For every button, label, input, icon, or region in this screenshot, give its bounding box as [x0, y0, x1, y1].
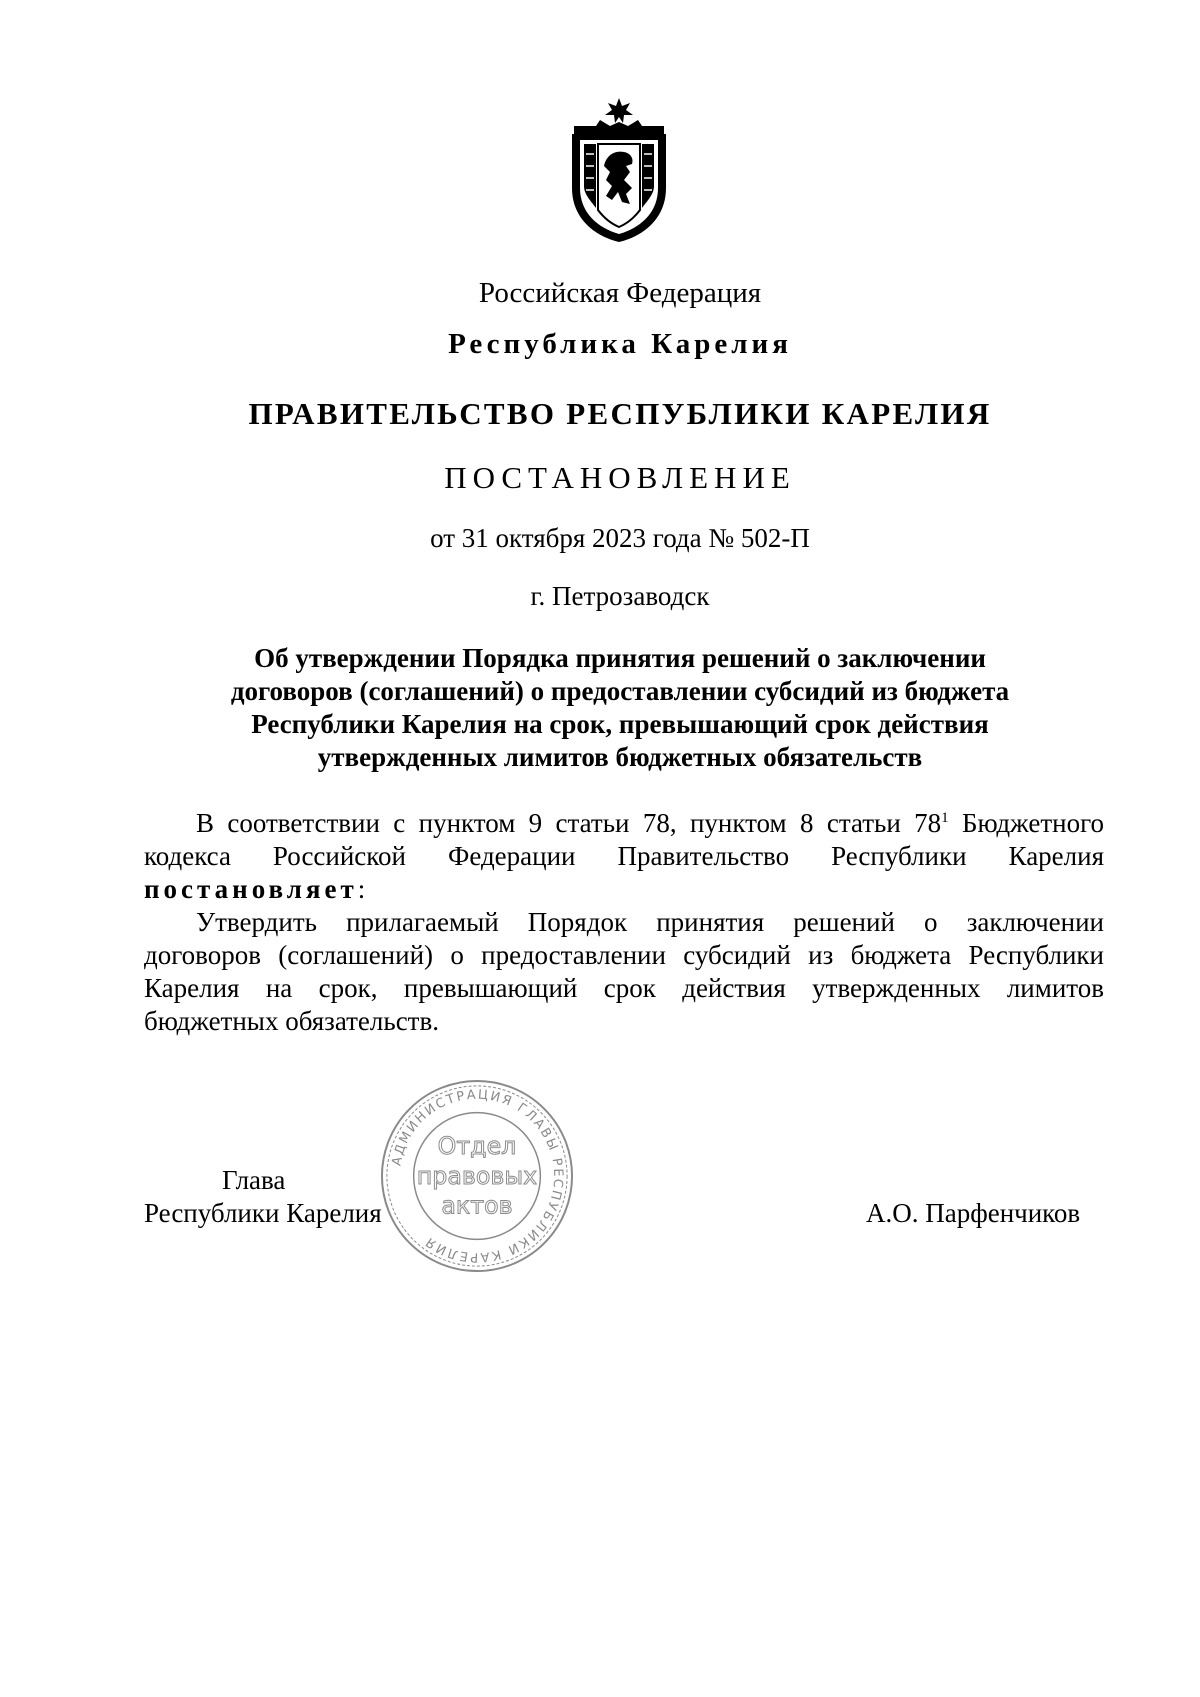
- signatory-title: Глава: [222, 1165, 286, 1195]
- paragraph-resolution: [144, 906, 1104, 1038]
- svg-text:правовых: правовых: [416, 1161, 538, 1190]
- country-name: Российская Федерация: [478, 277, 762, 309]
- svg-text:актов: актов: [441, 1191, 513, 1220]
- paragraph-line: Утвердить прилагаемый Порядок принятия решений о заключении: [196, 907, 1104, 937]
- svg-text:АДМИНИСТРАЦИЯ ГЛАВЫ РЕСПУБЛИКИ: АДМИНИСТРАЦИЯ ГЛАВЫ РЕСПУБЛИКИ КАРЕЛИЯ: [389, 1087, 566, 1265]
- title-line: Об утверждении Порядка принятия решений о заключении: [254, 643, 986, 673]
- document-title: [180, 642, 1060, 774]
- svg-text:Отдел: Отдел: [437, 1132, 517, 1161]
- paragraph-line: [144, 807, 1104, 840]
- paragraph-line: кодекса Российской Федерации Правительство Республики Карелия: [144, 841, 1104, 871]
- superscript-index: 1: [941, 810, 949, 826]
- paragraph-line: [144, 873, 1104, 906]
- title-line: договоров (соглашений) о предоставлении субсидий из бюджета: [230, 676, 1010, 706]
- paragraph-text: Бюджетного: [948, 808, 1104, 838]
- paragraph-line: бюджетных обязательств.: [144, 1006, 439, 1036]
- paragraph-preamble: [144, 807, 1104, 906]
- document-type: ПОСТАНОВЛЕНИЕ: [444, 460, 796, 495]
- paragraph-text: В соответствии с пунктом 9 статьи 78, пунктом 8 статьи 78: [196, 808, 942, 838]
- title-line: Республики Карелия на срок, превышающий срок действия: [251, 709, 989, 739]
- government-name: ПРАВИТЕЛЬСТВО РЕСПУБЛИКИ КАРЕЛИЯ: [248, 396, 992, 431]
- document-city: г. Петрозаводск: [530, 581, 710, 611]
- title-line: утвержденных лимитов бюджетных обязательств: [317, 742, 923, 772]
- document-date-number: от 31 октября 2023 года № 502-П: [430, 523, 810, 553]
- signatory-name: А.О. Парфенчиков: [866, 1198, 1081, 1228]
- decree-word: постановляет: [144, 874, 358, 904]
- karelia-coat-of-arms-icon: [566, 96, 672, 244]
- legal-department-stamp: [378, 1077, 576, 1275]
- paragraph-text: :: [357, 874, 366, 904]
- paragraph-line: договоров (соглашений) о предоставлении субсидий из бюджета Республики: [144, 940, 1104, 970]
- signatory-organization: Республики Карелия: [144, 1198, 382, 1228]
- paragraph-line: Карелия на срок, превышающий срок действия утвержденных лимитов: [144, 973, 1104, 1003]
- republic-name: Республика Карелия: [448, 328, 792, 360]
